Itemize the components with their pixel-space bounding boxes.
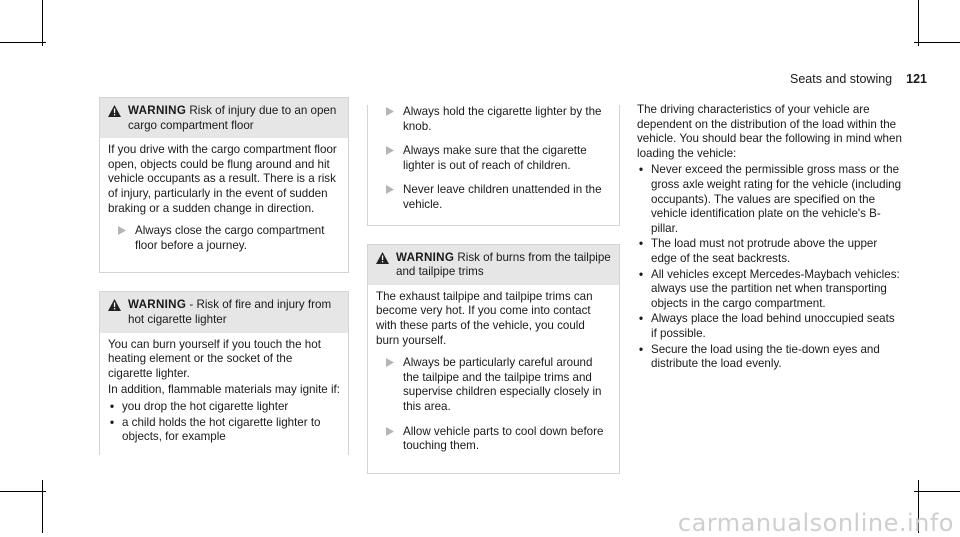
instruction-arrow-icon [386, 358, 394, 367]
list-item-text: a child holds the hot cigarette lighter to objects, for example [122, 415, 321, 444]
warning-triangle-icon [108, 105, 121, 117]
warning-box-cargo-floor [99, 97, 349, 273]
list-item-text: Never exceed the permissible gross mass or the gross axle weight rating for the vehicle (including occupants). The values are specified on the vehicle identification plate on the vehicle's B-pillar. [651, 163, 902, 235]
warning-body [100, 138, 348, 272]
watermark: carmanualsonline.info [677, 509, 954, 537]
instruction-text: Never leave children unattended in the vehicle. [403, 183, 602, 211]
warning-text: The exhaust tailpipe and tailpipe trims can become very hot. If you come into contact with these parts of the vehicle, you could burn yourself. [376, 289, 593, 347]
bullet-glyph: • [110, 415, 115, 429]
crop-mark [918, 0, 919, 46]
intro-paragraph: The driving characteristics of your vehicle are dependent on the distribution of the load within the vehicle. You should bear the following in mind when loading the vehicle: [637, 103, 902, 160]
instruction-step [376, 144, 611, 173]
instruction-step [376, 105, 611, 134]
instruction-step [376, 356, 611, 414]
section-title: Seats and stowing [789, 72, 893, 86]
instruction-step [376, 425, 611, 454]
crop-mark [42, 0, 43, 46]
warning-label: WARNING [396, 250, 455, 264]
list-item-text: Secure the load using the tie-down eyes and distribute the load evenly. [651, 342, 880, 371]
crop-mark [914, 491, 960, 492]
bullet-glyph: • [639, 312, 644, 326]
instruction-text: Always hold the cigarette lighter by the knob. [403, 105, 602, 133]
page-header [790, 72, 927, 87]
column-2 [367, 97, 620, 492]
warning-bullet-list [108, 400, 340, 445]
warning-header [100, 292, 348, 332]
bullet-glyph: • [639, 342, 644, 356]
warning-body [368, 285, 619, 473]
warning-box-tailpipe [367, 244, 620, 474]
warning-triangle-icon [376, 252, 389, 264]
list-item [108, 416, 340, 445]
warning-header [368, 245, 619, 285]
bullet-glyph: • [639, 163, 644, 177]
warning-title: - Risk of fire and injury from hot cigarette lighter [128, 298, 332, 326]
warning-header [100, 98, 348, 138]
instruction-arrow-icon [386, 427, 394, 436]
list-item-text: you drop the hot cigarette lighter [122, 399, 289, 413]
column-1 [99, 97, 349, 473]
warning-text: You can burn yourself if you touch the hot heating element or the socket of the cigarette lighter. [108, 337, 321, 380]
instruction-step [108, 224, 340, 253]
warning-label: WARNING [128, 104, 187, 117]
warning-box-cigarette-lighter [99, 291, 349, 454]
warning-triangle-icon [108, 299, 121, 311]
column-3 [637, 103, 902, 373]
bullet-glyph: • [110, 399, 115, 413]
instruction-arrow-icon [386, 185, 394, 194]
crop-mark [0, 491, 46, 492]
warning-title: Risk of injury due to an open cargo compartment floor [128, 104, 337, 132]
list-item [637, 163, 902, 236]
warning-body [100, 333, 348, 455]
instruction-arrow-icon [386, 107, 394, 116]
bullet-glyph: • [639, 267, 644, 281]
list-item [637, 343, 902, 372]
page-number: 121 [906, 72, 927, 86]
crop-mark [0, 42, 46, 43]
crop-mark [42, 480, 43, 533]
instruction-text: Always make sure that the cigarette lighter is out of reach of children. [403, 144, 587, 172]
instruction-text: Always close the cargo compartment floor before a journey. [135, 224, 325, 252]
warning-title: Risk of burns from the tailpipe and tailpipe trims [396, 250, 611, 279]
loading-guidelines-list [637, 163, 902, 371]
list-item [637, 268, 902, 312]
warning-label: WARNING [128, 298, 187, 312]
instruction-text: Allow vehicle parts to cool down before touching them. [403, 424, 604, 453]
instruction-text: Always be particularly careful around the tailpipe and the tailpipe trims and supervise children especially closely in this area. [403, 356, 602, 413]
bullet-glyph: • [639, 237, 644, 251]
crop-mark [914, 42, 960, 43]
list-item-text: All vehicles except Mercedes-Maybach vehicles: always use the partition net when transporting objects in the cargo compartment. [651, 267, 900, 310]
list-item [637, 312, 902, 341]
list-item [637, 237, 902, 266]
warning-text: If you drive with the cargo compartment floor open, objects could be flung around and hit vehicle occupants as a result. There is a risk of injury, particularly in the event of sudden braking or a sudden change in direction. [108, 143, 337, 215]
list-item [108, 400, 340, 415]
list-item-text: Always place the load behind unoccupied seats if possible. [651, 312, 895, 340]
instruction-block-continued [367, 105, 620, 226]
list-item-text: The load must not protrude above the upper edge of the seat backrests. [651, 237, 878, 265]
instruction-arrow-icon [386, 146, 394, 155]
warning-text: In addition, flammable materials may ignite if: [108, 383, 340, 397]
instruction-step [376, 183, 611, 212]
instruction-arrow-icon [118, 226, 126, 235]
